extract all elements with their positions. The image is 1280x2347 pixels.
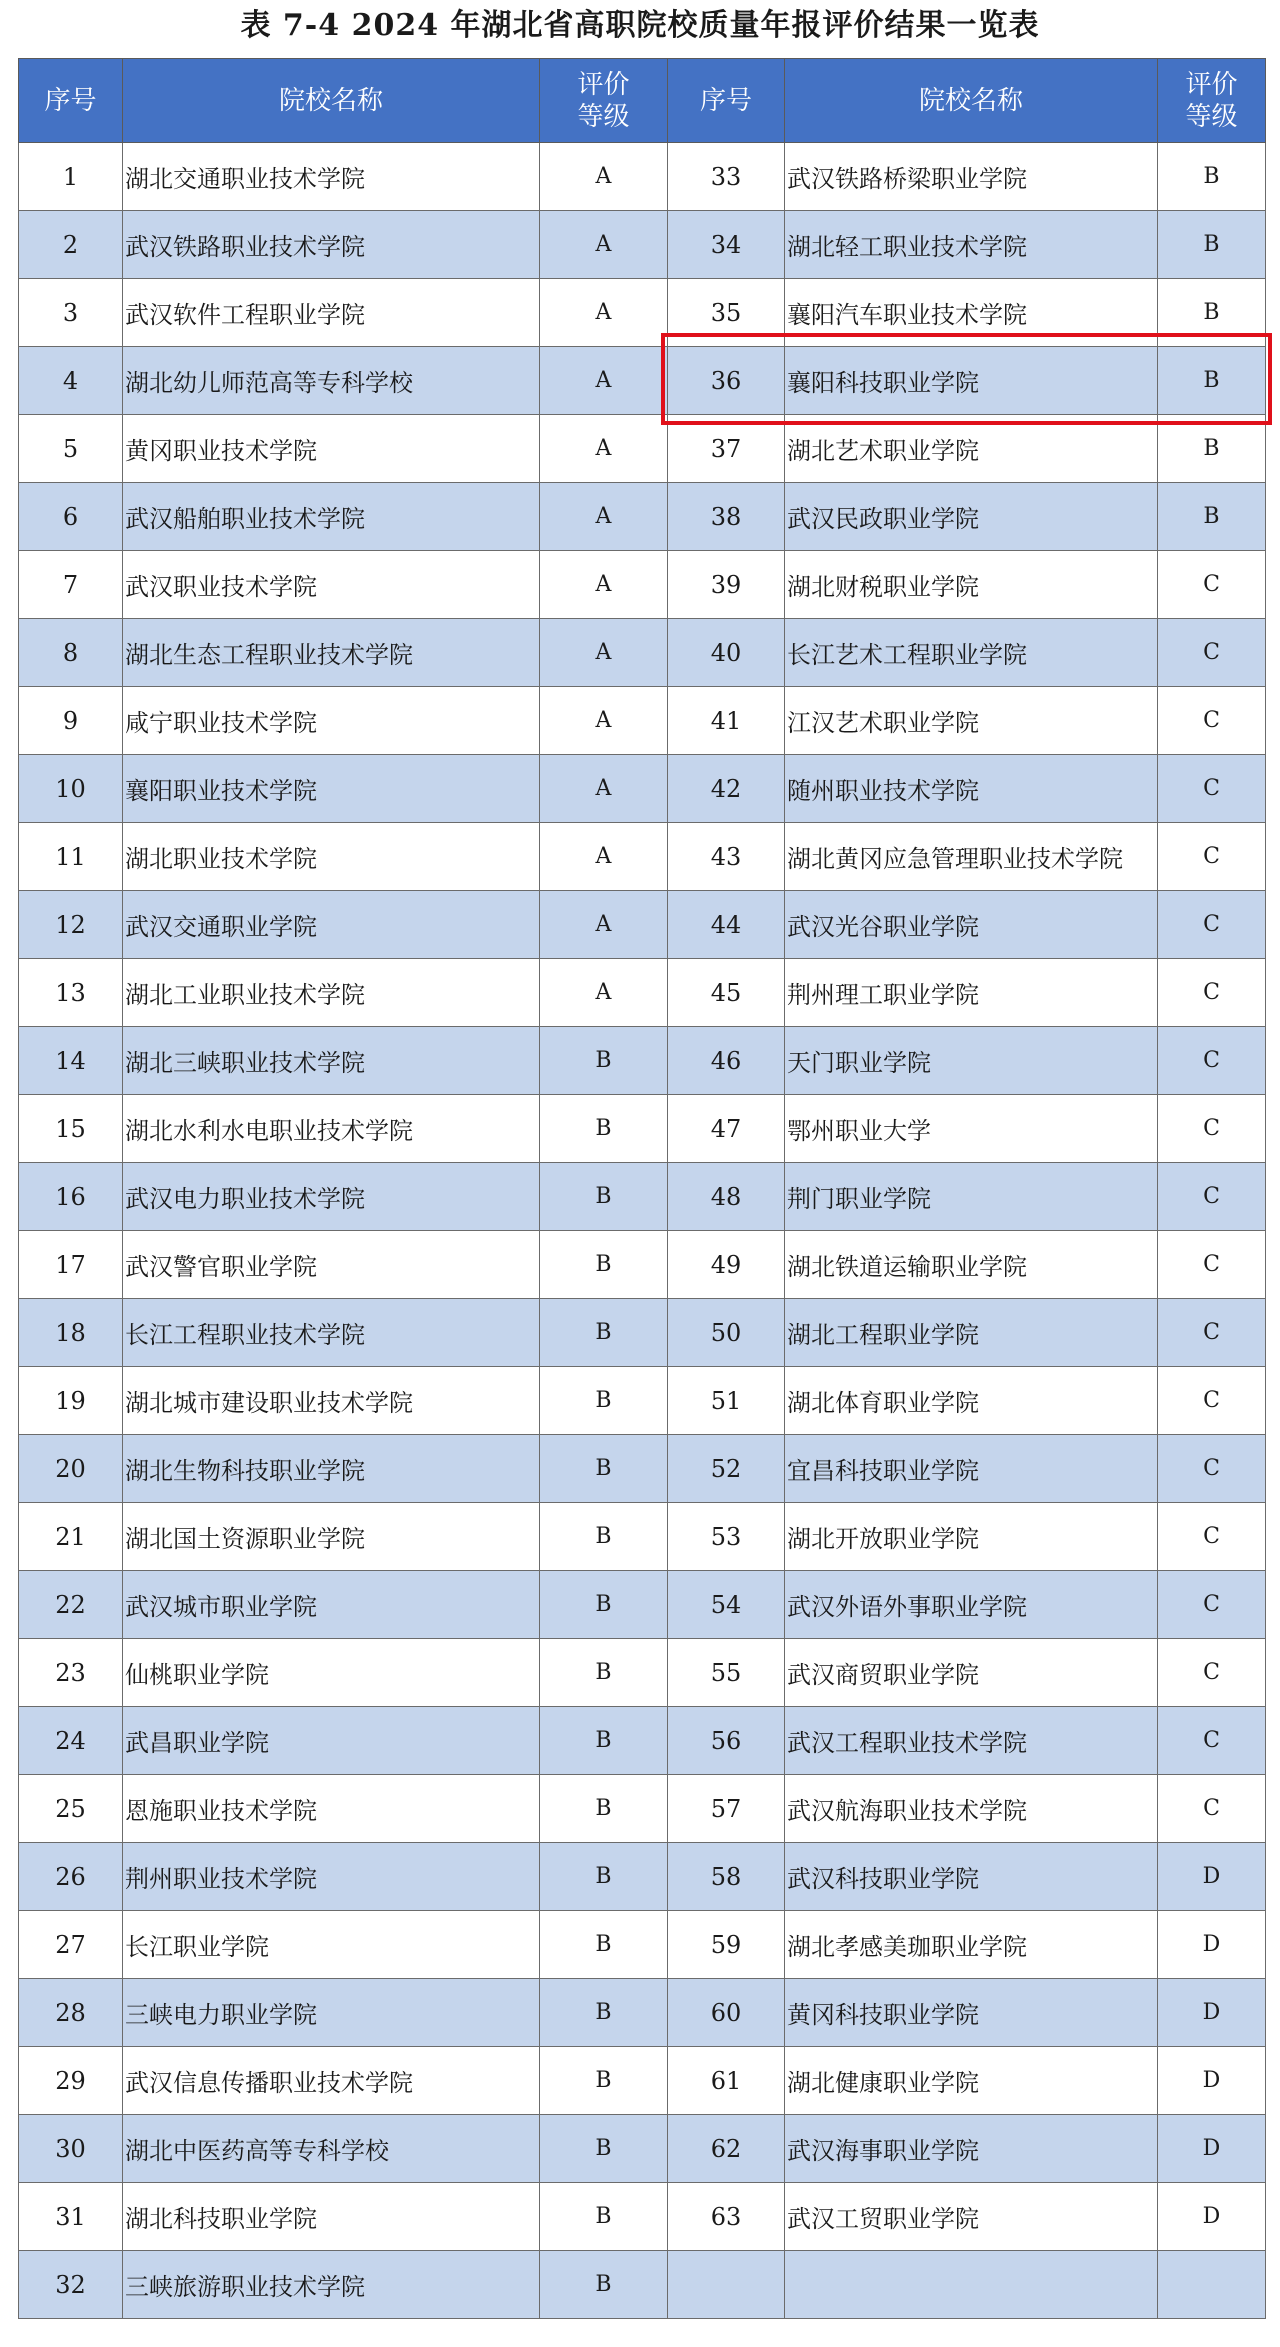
row-grade-right: C xyxy=(1158,1231,1266,1299)
row-serial-number-left: 30 xyxy=(19,2115,123,2183)
row-school-name-right: 湖北轻工职业技术学院 xyxy=(785,211,1158,279)
row-grade-left: A xyxy=(540,279,668,347)
row-grade-right: C xyxy=(1158,1163,1266,1231)
row-school-name-left: 湖北生物科技职业学院 xyxy=(123,1435,540,1503)
row-school-name-left: 湖北职业技术学院 xyxy=(123,823,540,891)
table-row xyxy=(19,279,1266,347)
row-serial-number-left: 6 xyxy=(19,483,123,551)
row-school-name-left: 武昌职业学院 xyxy=(123,1707,540,1775)
row-grade-left: A xyxy=(540,347,668,415)
row-grade-right: C xyxy=(1158,1095,1266,1163)
row-grade-right: C xyxy=(1158,755,1266,823)
row-school-name-right: 荆州理工职业学院 xyxy=(785,959,1158,1027)
row-grade-right: C xyxy=(1158,1367,1266,1435)
row-serial-number-left: 26 xyxy=(19,1843,123,1911)
row-school-name-left: 黄冈职业技术学院 xyxy=(123,415,540,483)
row-serial-number-right: 49 xyxy=(668,1231,785,1299)
row-grade-right: C xyxy=(1158,1503,1266,1571)
header-school-name-right: 院校名称 xyxy=(785,59,1158,143)
row-grade-right: B xyxy=(1158,211,1266,279)
row-serial-number-left: 25 xyxy=(19,1775,123,1843)
row-serial-number-right: 53 xyxy=(668,1503,785,1571)
row-grade-left: B xyxy=(540,1843,668,1911)
row-school-name-left: 湖北工业职业技术学院 xyxy=(123,959,540,1027)
row-school-name-right: 湖北体育职业学院 xyxy=(785,1367,1158,1435)
row-serial-number-left: 15 xyxy=(19,1095,123,1163)
row-school-name-right: 江汉艺术职业学院 xyxy=(785,687,1158,755)
row-serial-number-left: 17 xyxy=(19,1231,123,1299)
row-serial-number-right xyxy=(668,2251,785,2319)
row-school-name-left: 长江职业学院 xyxy=(123,1911,540,1979)
row-serial-number-left: 23 xyxy=(19,1639,123,1707)
row-serial-number-left: 11 xyxy=(19,823,123,891)
row-school-name-right: 武汉外语外事职业学院 xyxy=(785,1571,1158,1639)
row-school-name-right: 武汉科技职业学院 xyxy=(785,1843,1158,1911)
header-grade-left xyxy=(540,59,668,143)
row-serial-number-left: 10 xyxy=(19,755,123,823)
row-school-name-left: 荆州职业技术学院 xyxy=(123,1843,540,1911)
row-school-name-right: 天门职业学院 xyxy=(785,1027,1158,1095)
evaluation-results-table xyxy=(18,58,1266,2319)
row-serial-number-right: 57 xyxy=(668,1775,785,1843)
row-serial-number-left: 18 xyxy=(19,1299,123,1367)
row-serial-number-right: 48 xyxy=(668,1163,785,1231)
row-serial-number-left: 21 xyxy=(19,1503,123,1571)
header-serial-number-right: 序号 xyxy=(668,59,785,143)
page-title: 表 7-4 2024 年湖北省高职院校质量年报评价结果一览表 xyxy=(240,8,1040,43)
table-row xyxy=(19,143,1266,211)
row-grade-left: B xyxy=(540,2115,668,2183)
table-row xyxy=(19,483,1266,551)
row-school-name-left: 三峡电力职业学院 xyxy=(123,1979,540,2047)
row-grade-left: B xyxy=(540,1435,668,1503)
row-grade-right: C xyxy=(1158,823,1266,891)
row-serial-number-left: 32 xyxy=(19,2251,123,2319)
row-serial-number-right: 51 xyxy=(668,1367,785,1435)
row-school-name-right: 长江艺术工程职业学院 xyxy=(785,619,1158,687)
row-school-name-left: 武汉软件工程职业学院 xyxy=(123,279,540,347)
header-school-name-left: 院校名称 xyxy=(123,59,540,143)
row-serial-number-right: 58 xyxy=(668,1843,785,1911)
row-school-name-right: 武汉商贸职业学院 xyxy=(785,1639,1158,1707)
row-school-name-left: 湖北生态工程职业技术学院 xyxy=(123,619,540,687)
row-grade-left: A xyxy=(540,551,668,619)
row-serial-number-right: 35 xyxy=(668,279,785,347)
row-serial-number-right: 52 xyxy=(668,1435,785,1503)
row-school-name-right: 武汉航海职业技术学院 xyxy=(785,1775,1158,1843)
row-serial-number-right: 61 xyxy=(668,2047,785,2115)
row-school-name-left: 仙桃职业学院 xyxy=(123,1639,540,1707)
row-grade-right xyxy=(1158,2251,1266,2319)
row-grade-right: B xyxy=(1158,143,1266,211)
row-serial-number-left: 9 xyxy=(19,687,123,755)
row-serial-number-left: 3 xyxy=(19,279,123,347)
table-row xyxy=(19,2047,1266,2115)
row-grade-left: B xyxy=(540,1231,668,1299)
row-serial-number-right: 44 xyxy=(668,891,785,959)
row-school-name-left: 湖北三峡职业技术学院 xyxy=(123,1027,540,1095)
row-grade-left: B xyxy=(540,1707,668,1775)
row-school-name-right: 湖北健康职业学院 xyxy=(785,2047,1158,2115)
row-school-name-right: 襄阳汽车职业技术学院 xyxy=(785,279,1158,347)
row-school-name-right: 随州职业技术学院 xyxy=(785,755,1158,823)
row-grade-right: C xyxy=(1158,891,1266,959)
row-serial-number-left: 29 xyxy=(19,2047,123,2115)
row-serial-number-right: 59 xyxy=(668,1911,785,1979)
row-serial-number-right: 39 xyxy=(668,551,785,619)
row-grade-left: B xyxy=(540,1367,668,1435)
row-grade-left: B xyxy=(540,1095,668,1163)
table-row xyxy=(19,211,1266,279)
row-grade-left: B xyxy=(540,1027,668,1095)
row-serial-number-left: 14 xyxy=(19,1027,123,1095)
row-school-name-left: 武汉铁路职业技术学院 xyxy=(123,211,540,279)
table-row xyxy=(19,1707,1266,1775)
row-serial-number-right: 47 xyxy=(668,1095,785,1163)
header-grade-line1: 评价 xyxy=(577,69,630,100)
row-serial-number-right: 63 xyxy=(668,2183,785,2251)
table-row xyxy=(19,1367,1266,1435)
row-grade-right: C xyxy=(1158,1435,1266,1503)
row-grade-right: D xyxy=(1158,1911,1266,1979)
row-grade-left: A xyxy=(540,143,668,211)
header-grade-line2: 等级 xyxy=(1185,101,1238,132)
row-grade-right: C xyxy=(1158,687,1266,755)
row-school-name-left: 湖北水利水电职业技术学院 xyxy=(123,1095,540,1163)
row-school-name-right: 湖北工程职业学院 xyxy=(785,1299,1158,1367)
table-row xyxy=(19,347,1266,415)
table-row xyxy=(19,1979,1266,2047)
row-school-name-right: 襄阳科技职业学院 xyxy=(785,347,1158,415)
row-school-name-left: 武汉船舶职业技术学院 xyxy=(123,483,540,551)
row-school-name-left: 武汉警官职业学院 xyxy=(123,1231,540,1299)
row-school-name-left: 武汉职业技术学院 xyxy=(123,551,540,619)
table-row xyxy=(19,1027,1266,1095)
row-school-name-right: 宜昌科技职业学院 xyxy=(785,1435,1158,1503)
row-serial-number-left: 1 xyxy=(19,143,123,211)
row-school-name-left: 武汉电力职业技术学院 xyxy=(123,1163,540,1231)
table-row xyxy=(19,1639,1266,1707)
row-grade-left: A xyxy=(540,415,668,483)
row-grade-right: B xyxy=(1158,347,1266,415)
row-grade-right: C xyxy=(1158,1571,1266,1639)
row-grade-left: A xyxy=(540,619,668,687)
row-school-name-left: 湖北国土资源职业学院 xyxy=(123,1503,540,1571)
row-serial-number-left: 28 xyxy=(19,1979,123,2047)
header-grade-line2: 等级 xyxy=(577,101,630,132)
row-school-name-left: 襄阳职业技术学院 xyxy=(123,755,540,823)
row-school-name-left: 武汉城市职业学院 xyxy=(123,1571,540,1639)
row-school-name-right: 武汉光谷职业学院 xyxy=(785,891,1158,959)
row-serial-number-left: 12 xyxy=(19,891,123,959)
row-serial-number-left: 7 xyxy=(19,551,123,619)
row-grade-left: B xyxy=(540,1503,668,1571)
row-school-name-right: 武汉民政职业学院 xyxy=(785,483,1158,551)
table-header-row xyxy=(19,59,1266,143)
row-grade-left: B xyxy=(540,1639,668,1707)
table-row xyxy=(19,1911,1266,1979)
row-school-name-right: 湖北孝感美珈职业学院 xyxy=(785,1911,1158,1979)
row-grade-right: D xyxy=(1158,2047,1266,2115)
row-grade-left: A xyxy=(540,483,668,551)
row-school-name-right: 湖北开放职业学院 xyxy=(785,1503,1158,1571)
table-row xyxy=(19,687,1266,755)
row-school-name-right: 武汉工贸职业学院 xyxy=(785,2183,1158,2251)
table-row xyxy=(19,2115,1266,2183)
row-grade-left: B xyxy=(540,2251,668,2319)
row-school-name-right: 武汉工程职业技术学院 xyxy=(785,1707,1158,1775)
table-row xyxy=(19,959,1266,1027)
row-grade-left: A xyxy=(540,959,668,1027)
row-school-name-right xyxy=(785,2251,1158,2319)
row-serial-number-right: 36 xyxy=(668,347,785,415)
row-grade-right: C xyxy=(1158,1639,1266,1707)
row-grade-left: A xyxy=(540,823,668,891)
row-grade-right: D xyxy=(1158,2183,1266,2251)
row-school-name-left: 湖北城市建设职业技术学院 xyxy=(123,1367,540,1435)
row-serial-number-right: 54 xyxy=(668,1571,785,1639)
table-row xyxy=(19,1571,1266,1639)
table-row xyxy=(19,891,1266,959)
row-serial-number-left: 16 xyxy=(19,1163,123,1231)
row-grade-right: B xyxy=(1158,415,1266,483)
row-serial-number-left: 27 xyxy=(19,1911,123,1979)
row-serial-number-left: 22 xyxy=(19,1571,123,1639)
row-serial-number-left: 31 xyxy=(19,2183,123,2251)
row-school-name-left: 湖北幼儿师范高等专科学校 xyxy=(123,347,540,415)
row-school-name-left: 湖北科技职业学院 xyxy=(123,2183,540,2251)
row-serial-number-left: 4 xyxy=(19,347,123,415)
row-grade-left: A xyxy=(540,891,668,959)
row-school-name-right: 鄂州职业大学 xyxy=(785,1095,1158,1163)
row-grade-right: D xyxy=(1158,1979,1266,2047)
row-grade-left: B xyxy=(540,2183,668,2251)
row-school-name-right: 黄冈科技职业学院 xyxy=(785,1979,1158,2047)
row-serial-number-left: 24 xyxy=(19,1707,123,1775)
row-serial-number-left: 5 xyxy=(19,415,123,483)
row-serial-number-right: 34 xyxy=(668,211,785,279)
table-row xyxy=(19,1095,1266,1163)
row-grade-left: B xyxy=(540,1775,668,1843)
row-grade-right: C xyxy=(1158,1775,1266,1843)
row-school-name-left: 武汉交通职业学院 xyxy=(123,891,540,959)
row-grade-left: B xyxy=(540,2047,668,2115)
row-grade-right: C xyxy=(1158,1027,1266,1095)
table-row xyxy=(19,619,1266,687)
row-school-name-left: 三峡旅游职业技术学院 xyxy=(123,2251,540,2319)
row-serial-number-right: 50 xyxy=(668,1299,785,1367)
row-grade-right: C xyxy=(1158,1299,1266,1367)
table-row xyxy=(19,2251,1266,2319)
row-serial-number-right: 37 xyxy=(668,415,785,483)
row-serial-number-left: 19 xyxy=(19,1367,123,1435)
row-school-name-right: 湖北财税职业学院 xyxy=(785,551,1158,619)
table-row xyxy=(19,1435,1266,1503)
row-grade-right: B xyxy=(1158,279,1266,347)
table-row xyxy=(19,823,1266,891)
table-row xyxy=(19,1299,1266,1367)
row-school-name-right: 湖北艺术职业学院 xyxy=(785,415,1158,483)
row-grade-right: D xyxy=(1158,2115,1266,2183)
table-row xyxy=(19,1843,1266,1911)
row-serial-number-right: 60 xyxy=(668,1979,785,2047)
row-school-name-left: 恩施职业技术学院 xyxy=(123,1775,540,1843)
row-serial-number-right: 62 xyxy=(668,2115,785,2183)
table-row xyxy=(19,415,1266,483)
row-school-name-right: 武汉铁路桥梁职业学院 xyxy=(785,143,1158,211)
table-row xyxy=(19,1163,1266,1231)
row-serial-number-left: 20 xyxy=(19,1435,123,1503)
row-school-name-right: 湖北黄冈应急管理职业技术学院 xyxy=(785,823,1158,891)
row-school-name-left: 湖北中医药高等专科学校 xyxy=(123,2115,540,2183)
row-school-name-left: 湖北交通职业技术学院 xyxy=(123,143,540,211)
row-grade-left: B xyxy=(540,1979,668,2047)
row-grade-left: A xyxy=(540,755,668,823)
row-grade-right: B xyxy=(1158,483,1266,551)
row-serial-number-right: 42 xyxy=(668,755,785,823)
row-serial-number-right: 33 xyxy=(668,143,785,211)
row-grade-right: C xyxy=(1158,551,1266,619)
header-serial-number-left: 序号 xyxy=(19,59,123,143)
row-serial-number-right: 40 xyxy=(668,619,785,687)
row-serial-number-right: 45 xyxy=(668,959,785,1027)
row-school-name-left: 武汉信息传播职业技术学院 xyxy=(123,2047,540,2115)
table-row xyxy=(19,2183,1266,2251)
header-grade-right xyxy=(1158,59,1266,143)
table-row xyxy=(19,1503,1266,1571)
header-grade-line1: 评价 xyxy=(1185,69,1238,100)
row-school-name-right: 湖北铁道运输职业学院 xyxy=(785,1231,1158,1299)
row-serial-number-right: 41 xyxy=(668,687,785,755)
table-row xyxy=(19,551,1266,619)
row-school-name-right: 荆门职业学院 xyxy=(785,1163,1158,1231)
row-grade-left: A xyxy=(540,687,668,755)
row-grade-left: B xyxy=(540,1299,668,1367)
row-grade-left: B xyxy=(540,1571,668,1639)
row-serial-number-right: 38 xyxy=(668,483,785,551)
row-grade-right: C xyxy=(1158,1707,1266,1775)
row-serial-number-left: 2 xyxy=(19,211,123,279)
table-row xyxy=(19,1231,1266,1299)
row-school-name-right: 武汉海事职业学院 xyxy=(785,2115,1158,2183)
row-grade-right: D xyxy=(1158,1843,1266,1911)
row-school-name-left: 咸宁职业技术学院 xyxy=(123,687,540,755)
row-serial-number-left: 8 xyxy=(19,619,123,687)
row-grade-left: B xyxy=(540,1163,668,1231)
row-school-name-left: 长江工程职业技术学院 xyxy=(123,1299,540,1367)
row-serial-number-right: 55 xyxy=(668,1639,785,1707)
row-grade-left: A xyxy=(540,211,668,279)
row-serial-number-left: 13 xyxy=(19,959,123,1027)
row-grade-right: C xyxy=(1158,619,1266,687)
table-row xyxy=(19,1775,1266,1843)
table-body xyxy=(19,143,1266,2319)
row-grade-left: B xyxy=(540,1911,668,1979)
row-serial-number-right: 43 xyxy=(668,823,785,891)
row-serial-number-right: 56 xyxy=(668,1707,785,1775)
row-serial-number-right: 46 xyxy=(668,1027,785,1095)
row-grade-right: C xyxy=(1158,959,1266,1027)
table-row xyxy=(19,755,1266,823)
